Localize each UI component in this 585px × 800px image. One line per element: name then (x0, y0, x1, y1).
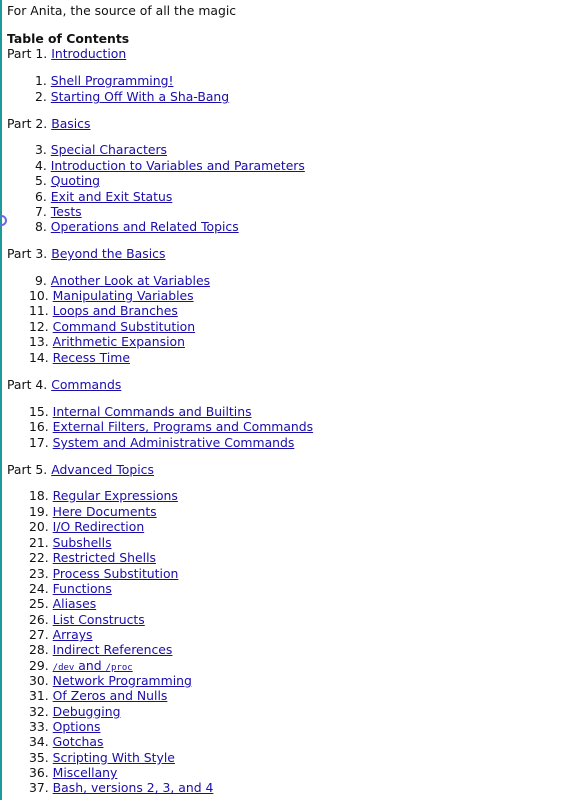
part-label: Part 5. (7, 462, 48, 477)
chapter-link[interactable]: Regular Expressions (52, 488, 178, 503)
chapter-link[interactable]: Subshells (52, 535, 112, 550)
chapter-item (29, 780, 329, 795)
part-link[interactable]: Beyond the Basics (51, 246, 166, 261)
chapter-link[interactable]: Another Look at Variables (50, 273, 211, 288)
chapter-item (29, 719, 329, 734)
chapter-link[interactable]: Command Substitution (52, 319, 196, 334)
chapter-link[interactable]: Internal Commands and Builtins (52, 404, 252, 419)
chapter-link[interactable]: Exit and Exit Status (50, 189, 173, 204)
chapter-link[interactable]: Miscellany (52, 765, 118, 780)
chapter-item (29, 642, 329, 657)
part-link[interactable]: Advanced Topics (51, 462, 154, 477)
part-heading (7, 46, 126, 61)
chapter-item (35, 219, 335, 234)
chapter-link[interactable]: Loops and Branches (52, 303, 178, 318)
chapter-item (29, 488, 329, 503)
chapter-link[interactable]: Scripting With Style (52, 750, 175, 765)
chapter-link[interactable]: System and Administrative Commands (52, 435, 295, 450)
chapter-item (29, 504, 329, 519)
chapter-link[interactable]: Operations and Related Topics (50, 219, 239, 234)
chapter-item (35, 158, 335, 173)
chapter-link[interactable]: Manipulating Variables (52, 288, 194, 303)
chapter-link[interactable]: Bash, versions 2, 3, and 4 (52, 780, 214, 795)
toc-title: Table of Contents (7, 31, 130, 46)
chapter-number: 23. (29, 566, 49, 581)
chapter-link[interactable]: Shell Programming! (50, 73, 174, 88)
part-link[interactable]: Basics (51, 116, 91, 131)
chapter-link[interactable]: Of Zeros and Nulls (52, 688, 168, 703)
chapter-item (29, 765, 329, 780)
part-link[interactable]: Commands (51, 377, 122, 392)
part-label: Part 4. (7, 377, 48, 392)
chapter-number: 26. (29, 612, 49, 627)
chapter-number: 36. (29, 765, 49, 780)
chapter-number: 33. (29, 719, 49, 734)
chapter-number: 3. (35, 142, 47, 157)
chapter-number: 5. (35, 173, 47, 188)
chapter-number: 11. (29, 303, 49, 318)
part-label: Part 3. (7, 246, 48, 261)
chapter-item (29, 688, 329, 703)
chapter-number: 29. (29, 658, 49, 673)
chapter-number: 35. (29, 750, 49, 765)
chapter-link[interactable]: List Constructs (52, 612, 145, 627)
chapter-item (29, 581, 329, 596)
chapter-item (29, 334, 329, 349)
chapter-link[interactable] (53, 658, 133, 673)
chapter-item (29, 319, 329, 334)
chapter-link[interactable]: Process Substitution (52, 566, 179, 581)
chapter-number: 13. (29, 334, 49, 349)
chapter-link[interactable]: External Filters, Programs and Commands (52, 419, 314, 434)
chapter-item (29, 734, 329, 749)
chapter-link[interactable]: Arrays (52, 627, 93, 642)
chapter-item (35, 173, 335, 188)
chapter-link[interactable]: I/O Redirection (52, 519, 145, 534)
chapter-item (29, 519, 329, 534)
chapter-number: 14. (29, 350, 49, 365)
chapter-number: 18. (29, 488, 49, 503)
chapter-number: 34. (29, 734, 49, 749)
chapter-number: 30. (29, 673, 49, 688)
chapter-number: 31. (29, 688, 49, 703)
chapter-number: 22. (29, 550, 49, 565)
part-label: Part 2. (7, 116, 48, 131)
part-heading (7, 246, 165, 261)
chapter-number: 37. (29, 780, 49, 795)
chapter-number: 15. (29, 404, 49, 419)
chapter-link[interactable]: Special Characters (50, 142, 167, 157)
chapter-item (35, 142, 335, 157)
chapter-link[interactable]: Aliases (52, 596, 97, 611)
chapter-link[interactable]: Gotchas (52, 734, 104, 749)
chapter-number: 2. (35, 89, 47, 104)
chapter-number: 20. (29, 519, 49, 534)
window-left-border (0, 0, 2, 800)
proc-code: /proc (105, 663, 133, 673)
chapter-item (29, 550, 329, 565)
chapter-number: 28. (29, 642, 49, 657)
chapter-link[interactable]: Restricted Shells (52, 550, 156, 565)
dedication: For Anita, the source of all the magic (7, 3, 237, 18)
chapter-link[interactable]: Functions (52, 581, 112, 596)
chapter-link[interactable]: Here Documents (52, 504, 157, 519)
chapter-item (29, 627, 329, 642)
chapter-number: 17. (29, 435, 49, 450)
chapter-item (35, 73, 335, 88)
chapter-link[interactable]: Arithmetic Expansion (52, 334, 185, 349)
chapter-item (29, 303, 329, 318)
part-link[interactable]: Introduction (51, 46, 127, 61)
chapter-link[interactable]: Starting Off With a Sha-Bang (50, 89, 230, 104)
chapter-number: 8. (35, 219, 47, 234)
chapter-number: 32. (29, 704, 49, 719)
chapter-number: 19. (29, 504, 49, 519)
chapter-link[interactable]: Tests (50, 204, 82, 219)
chapter-number: 27. (29, 627, 49, 642)
chapter-link[interactable]: Introduction to Variables and Parameters (50, 158, 305, 173)
chapter-item (29, 435, 329, 450)
chapter-item (29, 535, 329, 550)
chapter-item (29, 288, 329, 303)
part-heading (7, 377, 121, 392)
part-heading (7, 462, 154, 477)
chapter-link[interactable]: Recess Time (52, 350, 130, 365)
edge-marker-icon (0, 215, 7, 226)
chapter-item (35, 189, 335, 204)
chapter-item (35, 89, 335, 104)
chapter-item (29, 612, 329, 627)
chapter-item (29, 704, 329, 719)
chapter-number: 24. (29, 581, 49, 596)
chapter-number: 10. (29, 288, 49, 303)
chapter-item (29, 566, 329, 581)
chapter-item (29, 419, 329, 434)
chapter-number: 4. (35, 158, 47, 173)
chapter-item (29, 750, 329, 765)
chapter-number: 25. (29, 596, 49, 611)
chapter-number: 7. (35, 204, 47, 219)
chapter-item (29, 350, 329, 365)
chapter-link[interactable]: Quoting (50, 173, 100, 188)
chapter-number: 12. (29, 319, 49, 334)
and-text: and (74, 658, 106, 673)
chapter-link[interactable]: Network Programming (52, 673, 192, 688)
dev-code: /dev (52, 663, 75, 673)
part-heading (7, 116, 90, 131)
chapter-number: 6. (35, 189, 47, 204)
chapter-item (29, 596, 329, 611)
chapter-item (29, 673, 329, 688)
chapter-item (35, 204, 335, 219)
chapter-number: 16. (29, 419, 49, 434)
chapter-item (29, 404, 329, 419)
chapter-link[interactable]: Options (52, 719, 101, 734)
chapter-link[interactable]: Indirect References (52, 642, 173, 657)
chapter-link[interactable]: Debugging (52, 704, 121, 719)
chapter-number: 21. (29, 535, 49, 550)
chapter-item (35, 273, 335, 288)
chapter-number: 1. (35, 73, 47, 88)
chapter-number: 9. (35, 273, 47, 288)
part-label: Part 1. (7, 46, 48, 61)
